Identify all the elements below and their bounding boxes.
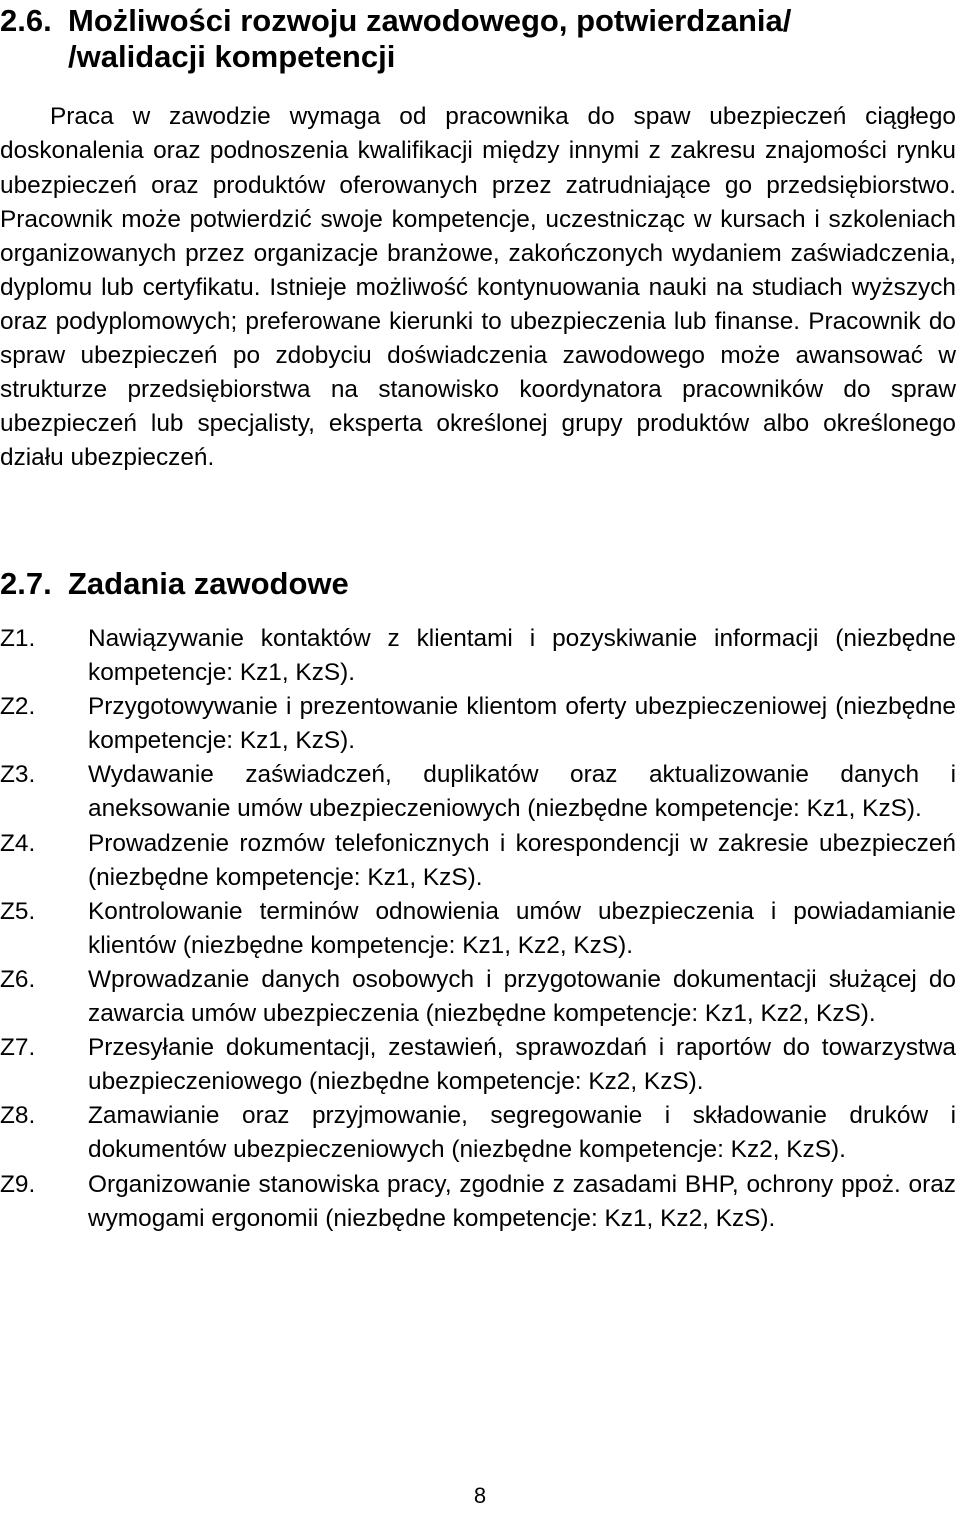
task-text: Prowadzenie rozmów telefonicznych i korespondencji w zakresie ubezpieczeń (niezbędne kompetencje: Kz1, KzS). bbox=[88, 829, 956, 891]
task-text: Przesyłanie dokumentacji, zestawień, sprawozdań i raportów do towarzystwa ubezpieczeniowego (niezbędne kompetencje: Kz2, KzS). bbox=[88, 1034, 956, 1096]
task-text: Wprowadzanie danych osobowych i przygotowanie dokumentacji służącej do zawarcia umów ubezpieczenia (niezbędne kompetencje: Kz1, Kz2, KzS). bbox=[88, 965, 956, 1028]
section-title: Zadania zawodowe bbox=[68, 566, 349, 601]
task-text: Nawiązywanie kontaktów z klientami i pozyskiwanie informacji (niezbędne kompetencje: Kz1, KzS). bbox=[88, 625, 956, 687]
task-text: Przygotowywanie i prezentowanie klientom oferty ubezpieczeniowej (niezbędne kompetencje: Kz1, KzS). bbox=[88, 693, 956, 755]
section-title-line1: Możliwości rozwoju zawodowego, potwierdzania/ bbox=[68, 3, 792, 38]
task-text: Kontrolowanie terminów odnowienia umów ubezpieczenia i powiadamianie klientów (niezbędne kompetencje: Kz1, Kz2, KzS). bbox=[88, 897, 956, 959]
task-item bbox=[0, 1168, 956, 1236]
task-item bbox=[0, 895, 956, 963]
task-code: Z4. bbox=[0, 829, 36, 857]
task-list bbox=[0, 622, 956, 1236]
task-code: Z9. bbox=[0, 1170, 36, 1198]
task-text: Zamawianie oraz przyjmowanie, segregowanie i składowanie druków i dokumentów ubezpieczeniowych (niezbędne kompetencje: Kz2, KzS). bbox=[88, 1102, 956, 1164]
task-item bbox=[0, 690, 956, 758]
section-paragraph: Praca w zawodzie wymaga od pracownika do spaw ubezpieczeń ciągłego doskonalenia oraz podnoszenia kwalifikacji między innymi z zakresu znajomości rynku ubezpieczeń oraz produktów oferowanych przez zatrudniające go przedsiębiorstwo. Pracownik może potwierdzić swoje kompetencje, uczestnicząc w kursach i szkoleniach organizowanych przez organizacje branżowe, zakończonych wydaniem zaświadczenia, dyplomu lub certyfikatu. Istnieje możliwość kontynuowania nauki na studiach wyższych oraz podyplomowych; preferowane kierunki to ubezpieczenia lub finanse. Pracownik do spraw ubezpieczeń po zdobyciu doświadczenia zawodowego może awansować w strukturze przedsiębiorstwa na stanowisko koordynatora pracowników do spraw ubezpieczeń lub specjalisty, eksperta określonej grupy produktów albo określonego działu ubezpieczeń. bbox=[0, 103, 956, 472]
task-item bbox=[0, 1031, 956, 1099]
page-number: 8 bbox=[473, 1483, 487, 1508]
task-code: Z8. bbox=[0, 1102, 36, 1130]
task-code: Z6. bbox=[0, 965, 36, 993]
task-code: Z1. bbox=[0, 625, 36, 652]
task-code: Z5. bbox=[0, 897, 36, 925]
task-item bbox=[0, 827, 956, 895]
task-code: Z2. bbox=[0, 693, 36, 721]
section-number: 2.6. bbox=[0, 3, 52, 38]
section-number: 2.7. bbox=[0, 566, 52, 601]
task-code: Z3. bbox=[0, 761, 36, 789]
task-text: Organizowanie stanowiska pracy, zgodnie z zasadami BHP, ochrony ppoż. oraz wymogami ergonomii (niezbędne kompetencje: Kz1, Kz2, KzS). bbox=[88, 1170, 956, 1232]
section-title-line2: /walidacji kompetencji bbox=[68, 39, 396, 74]
task-item bbox=[0, 758, 956, 826]
section-heading-2-7 bbox=[0, 566, 349, 602]
task-item bbox=[0, 1099, 956, 1167]
task-item bbox=[0, 622, 956, 690]
task-item bbox=[0, 963, 956, 1031]
section-heading-2-6 bbox=[0, 3, 950, 75]
task-text: Wydawanie zaświadczeń, duplikatów oraz aktualizowanie danych i aneksowanie umów ubezpieczeniowych (niezbędne kompetencje: Kz1, KzS). bbox=[88, 761, 956, 823]
task-code: Z7. bbox=[0, 1034, 36, 1062]
